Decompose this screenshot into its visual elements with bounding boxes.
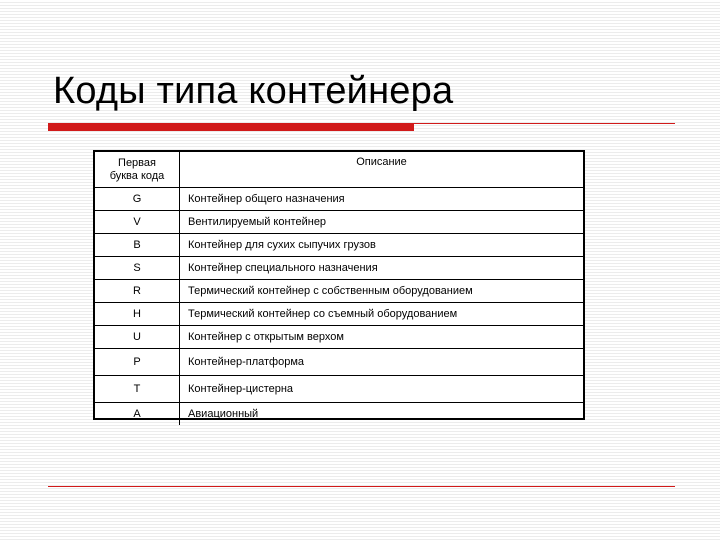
container-codes-table [93, 150, 585, 420]
code-cell: V [95, 210, 180, 233]
title-underline-accent [48, 124, 414, 131]
header-first-letter [95, 152, 180, 187]
header-description: Описание [180, 152, 584, 187]
codes-table [95, 152, 583, 425]
table-row [95, 302, 583, 325]
description-cell: Контейнер-цистерна [180, 375, 584, 402]
table-row [95, 279, 583, 302]
code-cell: P [95, 348, 180, 375]
table-header-row [95, 152, 583, 187]
table-row [95, 210, 583, 233]
code-cell: R [95, 279, 180, 302]
table-row [95, 375, 583, 402]
description-cell: Термический контейнер со съемный оборудованием [180, 302, 584, 325]
description-cell: Контейнер общего назначения [180, 187, 584, 210]
code-cell: G [95, 187, 180, 210]
code-cell: B [95, 233, 180, 256]
description-cell: Контейнер-платформа [180, 348, 584, 375]
code-cell: U [95, 325, 180, 348]
description-cell: Контейнер для сухих сыпучих грузов [180, 233, 584, 256]
code-cell: H [95, 302, 180, 325]
header-first-letter-line1: Первая [118, 156, 156, 169]
description-cell: Вентилируемый контейнер [180, 210, 584, 233]
footer-rule [48, 486, 675, 487]
description-cell: Контейнер специального назначения [180, 256, 584, 279]
description-cell: Контейнер с открытым верхом [180, 325, 584, 348]
code-cell: A [95, 402, 180, 425]
description-cell: Термический контейнер с собственным оборудованием [180, 279, 584, 302]
table-row [95, 256, 583, 279]
header-first-letter-line2: буква кода [109, 169, 165, 182]
table-row [95, 187, 583, 210]
code-cell: T [95, 375, 180, 402]
table-row [95, 325, 583, 348]
table-row [95, 233, 583, 256]
table-row [95, 348, 583, 375]
slide-title: Коды типа контейнера [53, 70, 454, 112]
code-cell: S [95, 256, 180, 279]
table-row [95, 402, 583, 425]
description-cell: Авиационный [180, 402, 584, 425]
